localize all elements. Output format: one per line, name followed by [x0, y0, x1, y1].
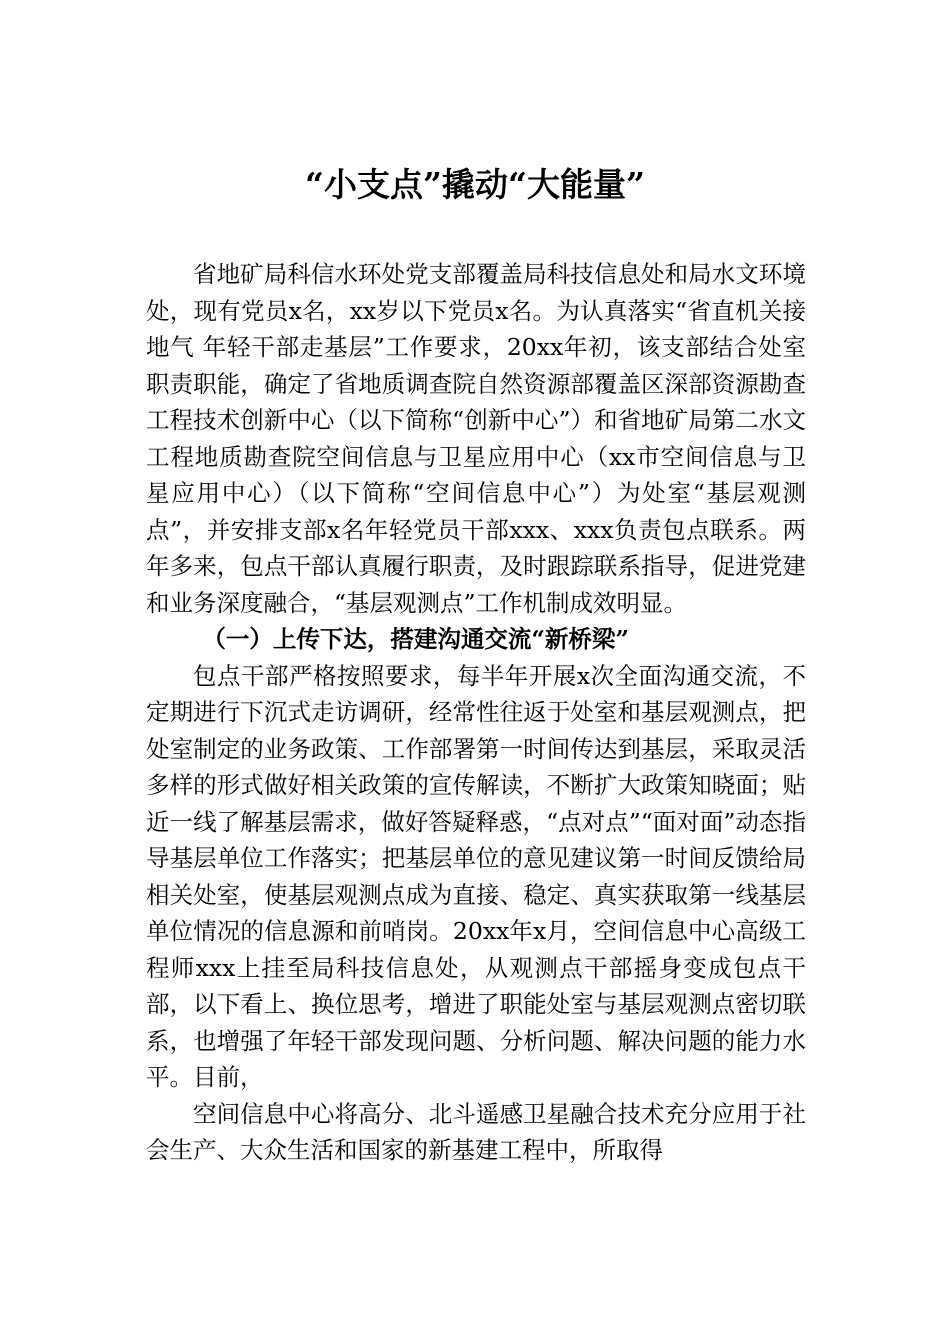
body-paragraph: 省地矿局科信水环处党支部覆盖局科技信息处和局水文环境处，现有党员x名，xx岁以下党员x名。为认真落实“省直机关接地气 年轻干部走基层”工作要求，20xx年初，该支部结合处室职责职能，确定了省地质调查院自然资源部覆盖区深部资源勘查工程技术创新中心（以下简称“创新中心”）和省地矿局第二水文工程地质勘查院空间信息与卫星应用中心（xx市空间信息与卫星应用中心）（以下简称“空间信息中心”）为处室“基层观测点”，并安排支部x名年轻党员干部xxx、xxx负责包点联系。两年多来，包点干部认真履行职责，及时跟踪联系指导，促进党建和业务深度融合，“基层观测点”工作机制成效明显。 — [146, 260, 806, 617]
body-paragraph: 包点干部严格按照要求，每半年开展x次全面沟通交流，不定期进行下沉式走访调研，经常性往返于处室和基层观测点，把处室制定的业务政策、工作部署第一时间传达到基层，采取灵活多样的形式做好相关政策的宣传解读，不断扩大政策知晓面；贴近一线了解基层需求，做好答疑释惑，“点对点”“面对面”动态指导基层单位工作落实；把基层单位的意见建议第一时间反馈给局相关处室，使基层观测点成为直接、稳定、真实获取第一线基层单位情况的信息源和前哨岗。20xx年x月，空间信息中心高级工程师xxx上挂至局科技信息处，从观测点干部摇身变成包点干部，以下看上、换位思考，增进了职能处室与基层观测点密切联系，也增强了年轻干部发现问题、分析问题、解决问题的能力水平。目前， — [146, 661, 806, 1091]
document-body — [146, 256, 806, 1169]
document-title: “小支点”撬动“大能量” — [305, 165, 645, 204]
body-paragraph: 空间信息中心将高分、北斗遥感卫星融合技术充分应用于社会生产、大众生活和国家的新基建工程中，所取得 — [146, 1099, 806, 1164]
section-heading: （一）上传下达，搭建沟通交流“新桥梁” — [202, 625, 629, 653]
